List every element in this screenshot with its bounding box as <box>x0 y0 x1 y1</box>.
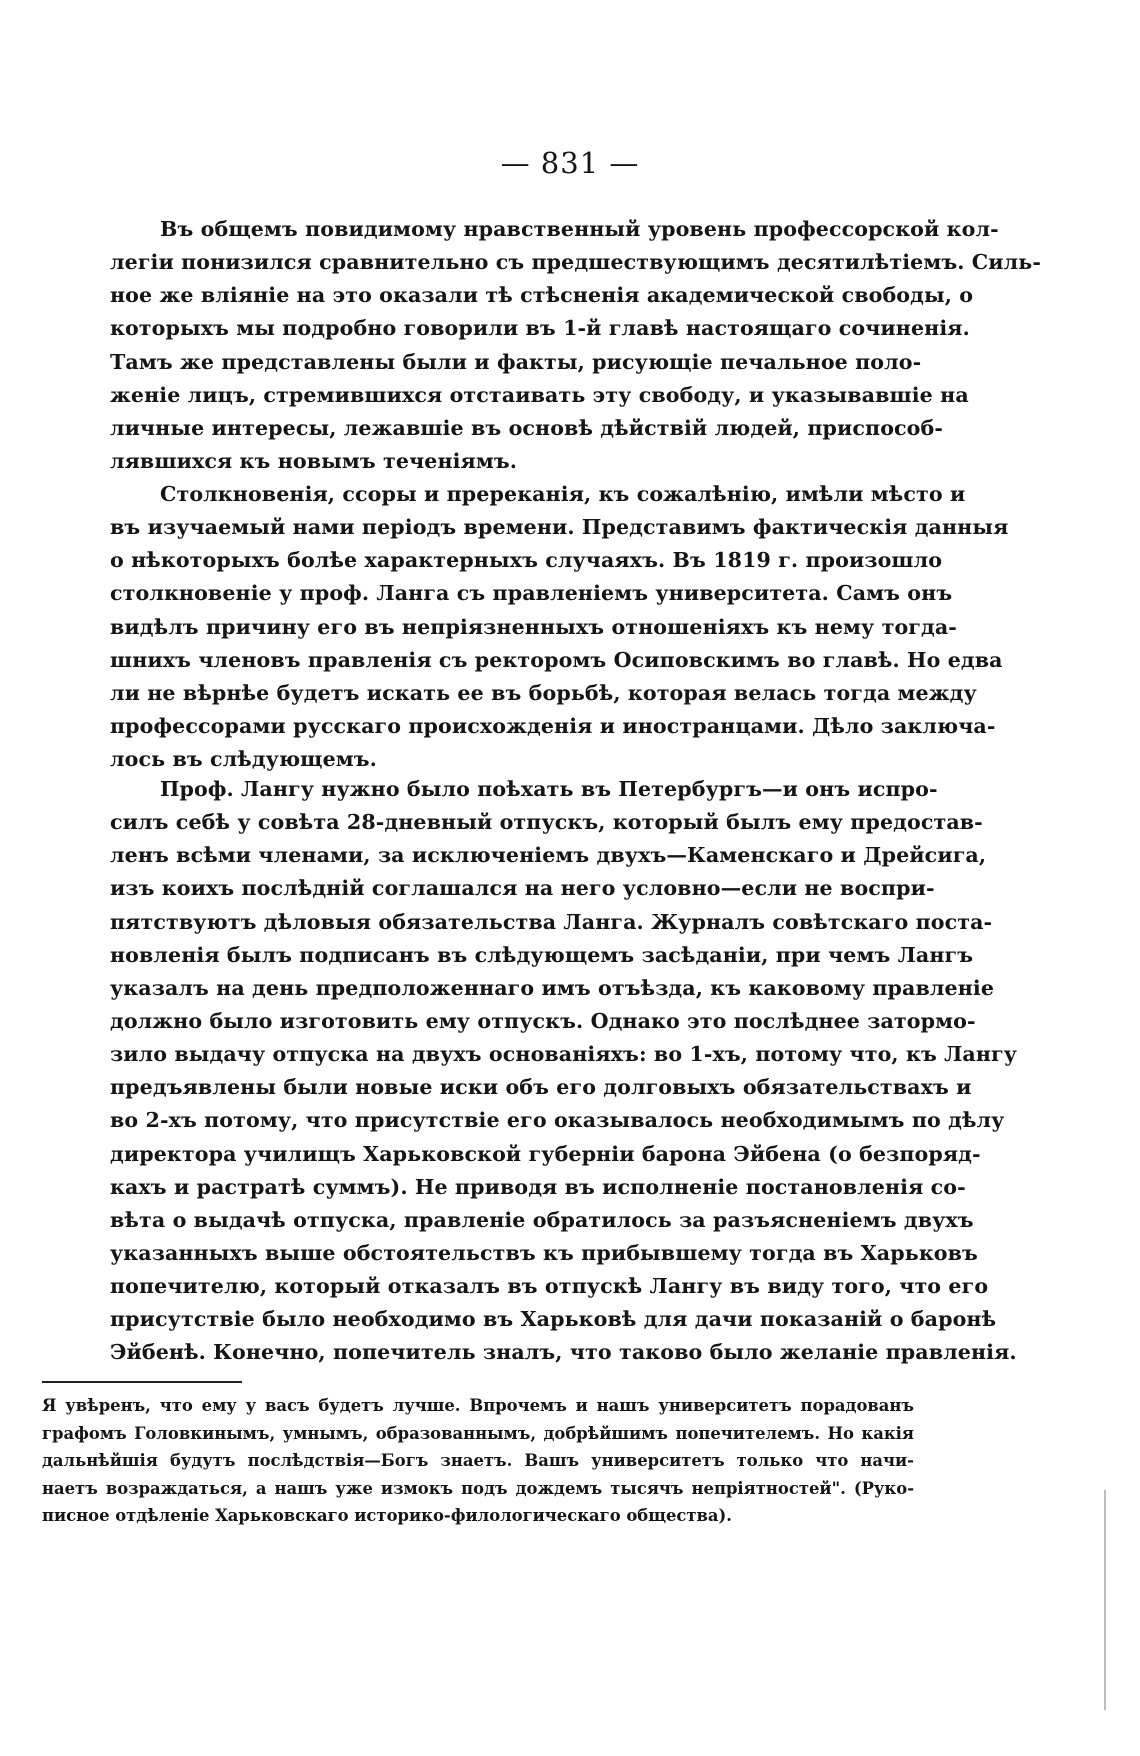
text-line: попечителю, который отказалъ въ отпускѣ Лангу въ виду того, что его <box>110 1274 989 1299</box>
text-line: ленъ всѣми членами, за исключеніемъ двухъ—Каменскаго и Дрейсига, <box>110 843 987 868</box>
text-line: директора училищъ Харьковской губерніи барона Эйбена (о безпоряд- <box>110 1141 981 1166</box>
footnote-line: наетъ возраждаться, а нашъ уже измокъ подъ дождемъ тысячъ непріятностей". (Руко- <box>42 1478 914 1498</box>
text-line: указанныхъ выше обстоятельствъ къ прибывшему тогда въ Харьковъ <box>110 1240 978 1265</box>
text-line: Тамъ же представлены были и факты, рисующіе печальное поло- <box>110 349 922 374</box>
text-line: видѣлъ причину его въ непріязненныхъ отношеніяхъ къ нему тогда- <box>110 614 957 639</box>
paragraph-1 <box>110 213 1042 478</box>
footnote <box>42 1392 914 1530</box>
footnote-divider <box>42 1381 242 1383</box>
text-line: которыхъ мы подробно говорили въ 1-й главѣ настоящаго сочиненія. <box>110 316 970 341</box>
text-line: личные интересы, лежавшіе въ основѣ дѣйствій людей, приспособ- <box>110 415 943 440</box>
text-line: изъ коихъ послѣдній соглашался на него условно—если не воспри- <box>110 876 935 901</box>
text-line: ли не вѣрнѣе будетъ искать ее въ борьбѣ, которая велась тогда между <box>110 680 977 705</box>
text-line: лявшихся къ новымъ теченіямъ. <box>110 448 518 473</box>
page-number: — 831 — <box>500 146 640 180</box>
text-line: присутствіе было необходимо въ Харьковѣ для дачи показаній о баронѣ <box>110 1307 997 1332</box>
footnote-line: писное отдѣленіе Харьковскаго историко-филологическаго общества). <box>42 1506 732 1525</box>
text-line: силъ себѣ у совѣта 28-дневный отпускъ, который былъ ему предостав- <box>110 810 983 835</box>
text-line: въ изучаемый нами періодъ времени. Представимъ фактическія данныя <box>110 515 1009 540</box>
text-line: Эйбенѣ. Конечно, попечитель зналъ, что таково было желаніе правленія. <box>110 1340 1017 1365</box>
text-line: указалъ на день предположеннаго имъ отъѣзда, къ каковому правленіе <box>110 975 995 1000</box>
footnote-line: дальнѣйшія будутъ послѣдствія—Богъ знаетъ. Вашъ университетъ только что начи- <box>42 1451 914 1470</box>
text-line: женіе лицъ, стремившихся отстаивать эту свободу, и указывавшіе на <box>110 382 969 407</box>
text-line: о нѣкоторыхъ болѣе характерныхъ случаяхъ. Въ 1819 г. произошло <box>110 548 943 573</box>
text-line: шнихъ членовъ правленія съ ректоромъ Осиповскимъ во главѣ. Но едва <box>110 647 1003 672</box>
scan-edge-mark <box>1104 1490 1106 1710</box>
text-line: профессорами русскаго происхожденія и иностранцами. Дѣло заключа- <box>110 713 996 738</box>
text-line: ное же вліяніе на это оказали тѣ стѣсненія академической свободы, о <box>110 283 974 308</box>
text-line: Проф. Лангу нужно было поѣхать въ Петербургъ—и онъ испро- <box>160 777 938 801</box>
text-line: легіи понизился сравнительно съ предшествующимъ десятилѣтіемъ. Силь- <box>110 250 1042 275</box>
text-line: Столкновенія, ссоры и пререканія, къ сожалѣнію, имѣли мѣсто и <box>160 482 966 506</box>
text-line: во 2-хъ потому, что присутствіе его оказывалось необходимымъ по дѣлу <box>110 1108 1005 1133</box>
text-line: Въ общемъ повидимому нравственный уровень профессорской кол- <box>160 217 999 241</box>
paragraph-3 <box>110 773 1018 1370</box>
footnote-line: Я увѣренъ, что ему у васъ будетъ лучше. Впрочемъ и нашъ университетъ порадованъ <box>42 1396 914 1415</box>
text-line: кахъ и растратѣ суммъ). Не приводя въ исполненіе постановленія со- <box>110 1174 966 1199</box>
text-line: предъявлены были новые иски объ его долговыхъ обязательствахъ и <box>110 1075 972 1100</box>
text-line: вѣта о выдачѣ отпуска, правленіе обратилось за разъясненіемъ двухъ <box>110 1207 974 1232</box>
text-line: столкновеніе у проф. Ланга съ правленіемъ университета. Самъ онъ <box>110 581 953 606</box>
text-line: лось въ слѣдующемъ. <box>110 747 377 772</box>
text-line: пятствуютъ дѣловыя обязательства Ланга. Журналъ совѣтскаго поста- <box>110 909 993 934</box>
text-line: новленія былъ подписанъ въ слѣдующемъ засѣданіи, при чемъ Лангъ <box>110 942 974 967</box>
text-line: должно было изготовить ему отпускъ. Однако это послѣднее затормо- <box>110 1008 976 1033</box>
text-line: зило выдачу отпуска на двухъ основаніяхъ: во 1-хъ, потому что, къ Лангу <box>110 1042 1018 1067</box>
paragraph-2 <box>110 478 1009 776</box>
footnote-line: графомъ Головкинымъ, умнымъ, образованнымъ, добрѣйшимъ попечителемъ. Но какія <box>42 1423 914 1443</box>
